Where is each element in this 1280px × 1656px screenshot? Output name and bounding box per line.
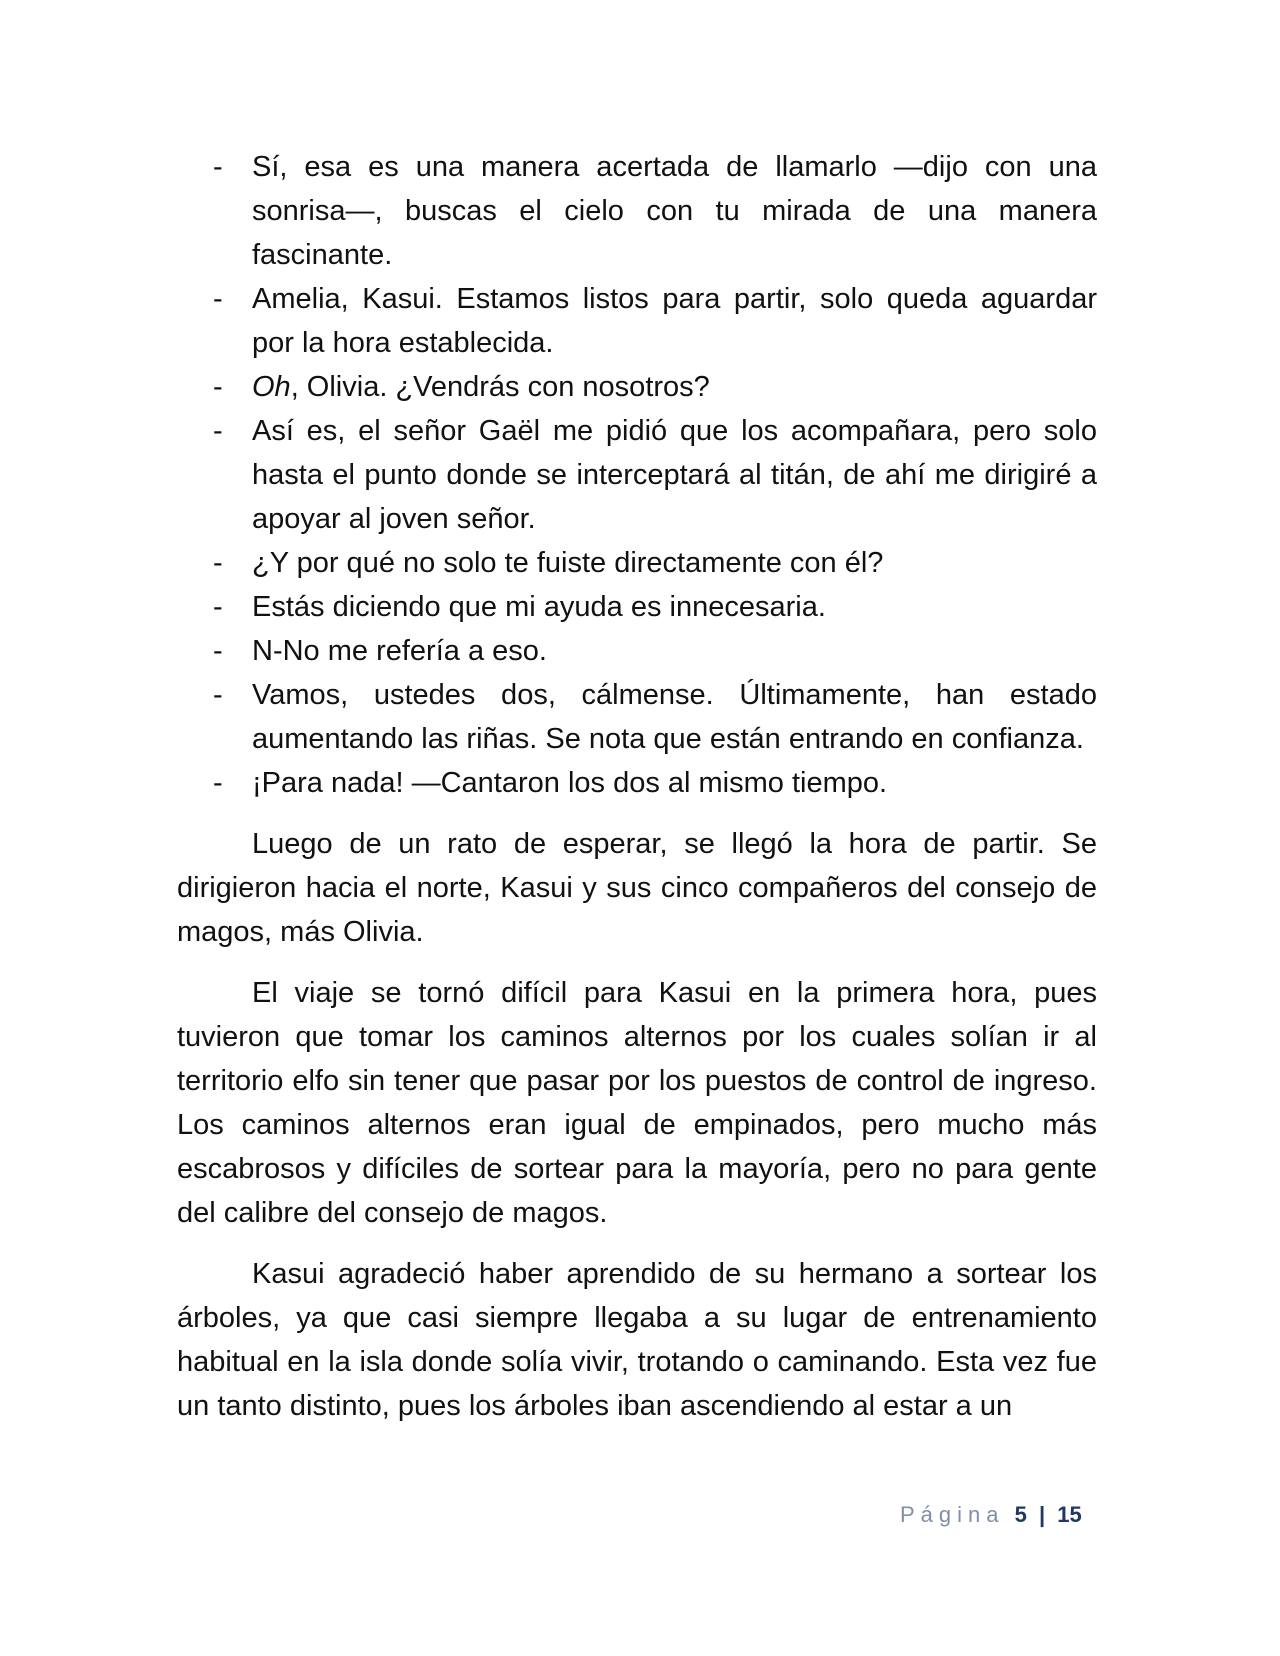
dialogue-line (177, 145, 1097, 277)
dialogue-text: N-No me refería a eso. (252, 635, 547, 667)
dialogue-line (177, 629, 1097, 673)
narrative-paragraph: Luego de un rato de esperar, se llegó la hora de partir. Se dirigieron hacia el norte, Kasui y sus cinco compañeros del consejo de magos, más Olivia. (177, 828, 1097, 948)
dialogue-list (177, 145, 1097, 805)
dialogue-line (177, 365, 1097, 409)
dialogue-dash: - (213, 415, 223, 447)
dialogue-text: ¿Y por qué no solo te fuiste directamente con él? (252, 547, 884, 579)
dialogue-text: Vamos, ustedes dos, cálmense. Últimamente, han estado aumentando las riñas. Se nota que están entrando en confianza. (252, 679, 1097, 755)
dialogue-dash: - (213, 679, 223, 711)
dialogue-dash: - (213, 635, 223, 667)
dialogue-line (177, 673, 1097, 761)
dialogue-dash: - (213, 767, 223, 799)
dialogue-line (177, 541, 1097, 585)
dialogue-line (177, 409, 1097, 541)
dialogue-line (177, 761, 1097, 805)
narrative-paragraph: El viaje se tornó difícil para Kasui en la primera hora, pues tuvieron que tomar los caminos alternos por los cuales solían ir al territorio elfo sin tener que pasar por los puestos de control de ingreso. Los caminos alternos eran igual de empinados, pero mucho más escabrosos y difíciles de sortear para la mayoría, pero no para gente del calibre del consejo de magos. (177, 977, 1097, 1229)
footer-page-label: Página (900, 1502, 1005, 1527)
body-text (177, 145, 1097, 1428)
dialogue-text: Estás diciendo que mi ayuda es innecesaria. (252, 591, 826, 623)
page-footer (900, 1500, 1082, 1530)
dialogue-text: Sí, esa es una manera acertada de llamarlo —dijo con una sonrisa—, buscas el cielo con tu mirada de una manera fascinante. (252, 151, 1097, 271)
dialogue-text: Así es, el señor Gaël me pidió que los acompañara, pero solo hasta el punto donde se interceptará al titán, de ahí me dirigiré a apoyar al joven señor. (252, 415, 1097, 535)
dialogue-text-wrapper (252, 371, 710, 403)
dialogue-text: Amelia, Kasui. Estamos listos para partir, solo queda aguardar por la hora establecida. (252, 283, 1097, 359)
dialogue-italic-word: Oh (252, 371, 291, 403)
footer-separator: | (1039, 1502, 1046, 1527)
dialogue-dash: - (213, 151, 223, 183)
narrative-paragraph: Kasui agradeció haber aprendido de su hermano a sortear los árboles, ya que casi siempre llegaba a su lugar de entrenamiento habitual en la isla donde solía vivir, trotando o caminando. Esta vez fue un tanto distinto, pues los árboles iban ascendiendo al estar a un (177, 1258, 1097, 1422)
dialogue-dash: - (213, 591, 223, 623)
footer-page-number: 5 (1014, 1502, 1027, 1527)
dialogue-line (177, 585, 1097, 629)
dialogue-dash: - (213, 547, 223, 579)
dialogue-dash: - (213, 371, 223, 403)
dialogue-text: , Olivia. ¿Vendrás con nosotros? (290, 371, 710, 403)
dialogue-text: ¡Para nada! —Cantaron los dos al mismo tiempo. (252, 767, 888, 799)
dialogue-line (177, 277, 1097, 365)
footer-page-total: 15 (1057, 1502, 1082, 1527)
dialogue-dash: - (213, 283, 223, 315)
